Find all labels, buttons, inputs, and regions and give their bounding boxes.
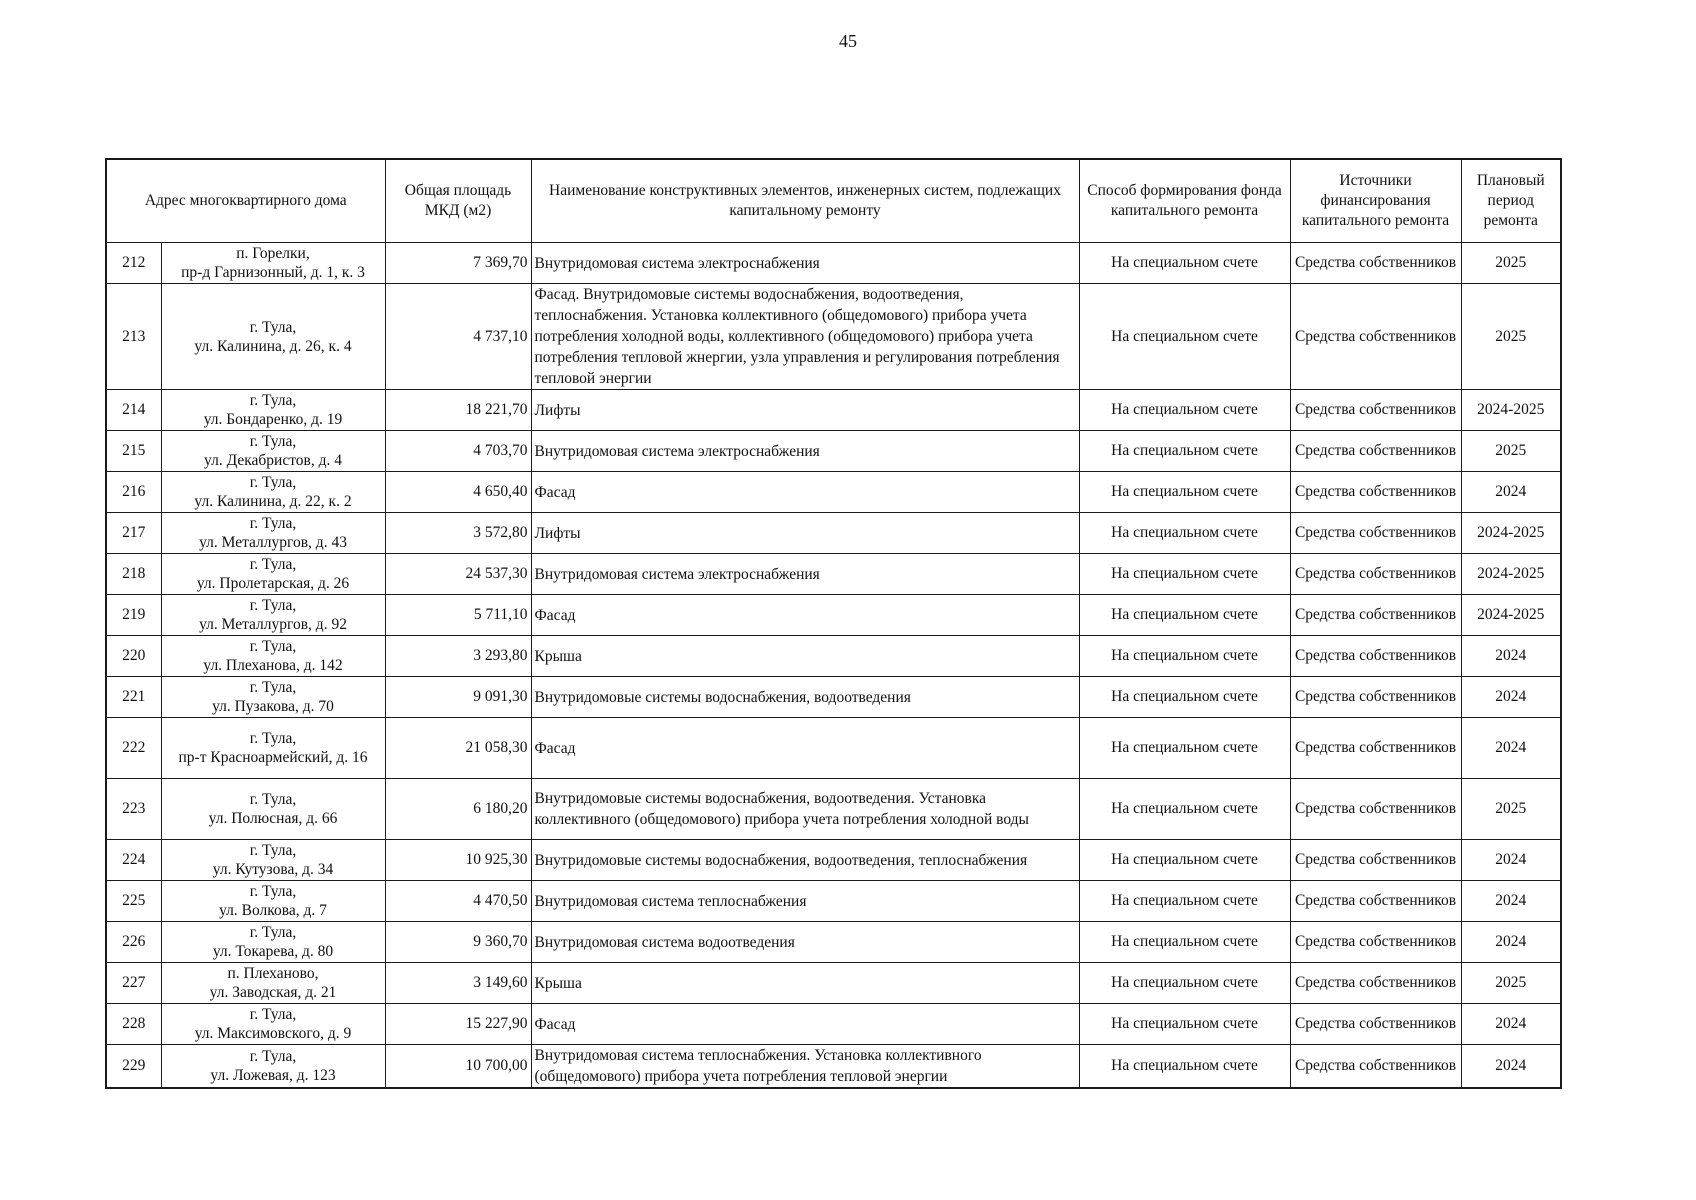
address-street: ул. Ложевая, д. 123 bbox=[210, 1067, 336, 1084]
address-street: пр-д Гарнизонный, д. 1, к. 3 bbox=[181, 264, 365, 281]
row-method: На специальном счете bbox=[1079, 390, 1290, 431]
row-number: 222 bbox=[106, 718, 161, 779]
row-number: 219 bbox=[106, 595, 161, 636]
header-area: Общая площадь МКД (м2) bbox=[385, 159, 531, 243]
row-address bbox=[161, 472, 385, 513]
row-elements: Фасад. Внутридомовые системы водоснабжения, водоотведения, теплоснабжения. Установка коллективного (общедомового) прибора учета потребления холодной воды, коллективного (общедомового) прибора учета потребления тепловой жнергии, узла управления и регулирования потребления тепловой энергии bbox=[531, 284, 1079, 390]
table-row bbox=[106, 881, 1561, 922]
row-number: 213 bbox=[106, 284, 161, 390]
row-area: 3 572,80 bbox=[385, 513, 531, 554]
row-period: 2024 bbox=[1461, 881, 1561, 922]
address-street: ул. Токарева, д. 80 bbox=[212, 943, 334, 960]
row-source: Средства собственников bbox=[1290, 554, 1461, 595]
row-number: 229 bbox=[106, 1045, 161, 1089]
row-method: На специальном счете bbox=[1079, 636, 1290, 677]
row-number: 228 bbox=[106, 1004, 161, 1045]
row-elements: Лифты bbox=[531, 513, 1079, 554]
address-street: ул. Пролетарская, д. 26 bbox=[196, 575, 350, 592]
address-street: ул. Металлургов, д. 92 bbox=[199, 616, 347, 633]
header-method: Способ формирования фонда капитального ремонта bbox=[1079, 159, 1290, 243]
page-number: 45 bbox=[839, 31, 857, 51]
row-source: Средства собственников bbox=[1290, 390, 1461, 431]
address-locality: г. Тула, bbox=[249, 474, 297, 491]
row-number: 212 bbox=[106, 243, 161, 284]
address-locality: г. Тула, bbox=[249, 597, 297, 614]
row-elements: Внутридомовая система теплоснабжения. Установка коллективного (общедомового) прибора учета потребления тепловой энергии bbox=[531, 1045, 1079, 1089]
capital-repair-table bbox=[105, 158, 1562, 1089]
address-locality: г. Тула, bbox=[249, 730, 297, 747]
row-address bbox=[161, 554, 385, 595]
table-row bbox=[106, 1045, 1561, 1089]
row-elements: Фасад bbox=[531, 718, 1079, 779]
address-street: ул. Заводская, д. 21 bbox=[209, 984, 337, 1001]
table-row bbox=[106, 243, 1561, 284]
row-number: 224 bbox=[106, 840, 161, 881]
address-locality: г. Тула, bbox=[249, 791, 297, 808]
table-row bbox=[106, 636, 1561, 677]
row-address bbox=[161, 431, 385, 472]
row-elements: Крыша bbox=[531, 636, 1079, 677]
row-elements: Внутридомовая система теплоснабжения bbox=[531, 881, 1079, 922]
row-number: 223 bbox=[106, 779, 161, 840]
row-source: Средства собственников bbox=[1290, 1045, 1461, 1089]
row-method: На специальном счете bbox=[1079, 513, 1290, 554]
row-source: Средства собственников bbox=[1290, 636, 1461, 677]
row-source: Средства собственников bbox=[1290, 677, 1461, 718]
address-locality: г. Тула, bbox=[249, 883, 297, 900]
table-row bbox=[106, 390, 1561, 431]
row-period: 2024-2025 bbox=[1461, 390, 1561, 431]
address-locality: г. Тула, bbox=[249, 679, 297, 696]
row-period: 2024 bbox=[1461, 840, 1561, 881]
row-period: 2024 bbox=[1461, 677, 1561, 718]
row-method: На специальном счете bbox=[1079, 243, 1290, 284]
row-method: На специальном счете bbox=[1079, 284, 1290, 390]
row-source: Средства собственников bbox=[1290, 779, 1461, 840]
row-address bbox=[161, 1004, 385, 1045]
table-row bbox=[106, 840, 1561, 881]
address-street: ул. Калинина, д. 26, к. 4 bbox=[194, 337, 352, 355]
row-source: Средства собственников bbox=[1290, 472, 1461, 513]
row-address bbox=[161, 779, 385, 840]
row-period: 2024 bbox=[1461, 636, 1561, 677]
row-area: 4 470,50 bbox=[385, 881, 531, 922]
row-address bbox=[161, 636, 385, 677]
row-period: 2024-2025 bbox=[1461, 513, 1561, 554]
row-method: На специальном счете bbox=[1079, 431, 1290, 472]
row-method: На специальном счете bbox=[1079, 922, 1290, 963]
row-area: 6 180,20 bbox=[385, 779, 531, 840]
row-address bbox=[161, 1045, 385, 1089]
table-row bbox=[106, 284, 1561, 390]
row-number: 218 bbox=[106, 554, 161, 595]
table-row bbox=[106, 677, 1561, 718]
table-row bbox=[106, 554, 1561, 595]
address-locality: п. Горелки, bbox=[236, 245, 310, 262]
row-source: Средства собственников bbox=[1290, 881, 1461, 922]
table-row bbox=[106, 963, 1561, 1004]
address-street: ул. Калинина, д. 22, к. 2 bbox=[194, 493, 352, 510]
row-period: 2024-2025 bbox=[1461, 595, 1561, 636]
table-header-row bbox=[106, 159, 1561, 243]
address-street: ул. Пузакова, д. 70 bbox=[212, 698, 334, 715]
row-address bbox=[161, 963, 385, 1004]
row-area: 3 149,60 bbox=[385, 963, 531, 1004]
row-area: 4 650,40 bbox=[385, 472, 531, 513]
row-method: На специальном счете bbox=[1079, 718, 1290, 779]
row-period: 2024 bbox=[1461, 472, 1561, 513]
row-number: 216 bbox=[106, 472, 161, 513]
row-number: 217 bbox=[106, 513, 161, 554]
row-elements: Фасад bbox=[531, 1004, 1079, 1045]
row-elements: Внутридомовые системы водоснабжения, водоотведения bbox=[531, 677, 1079, 718]
row-method: На специальном счете bbox=[1079, 472, 1290, 513]
address-locality: г. Тула, bbox=[249, 392, 297, 409]
row-number: 225 bbox=[106, 881, 161, 922]
address-street: ул. Максимовского, д. 9 bbox=[194, 1025, 352, 1042]
address-locality: г. Тула, bbox=[249, 515, 297, 532]
address-street: ул. Кутузова, д. 34 bbox=[212, 861, 334, 878]
address-street: ул. Волкова, д. 7 bbox=[219, 902, 327, 919]
row-area: 18 221,70 bbox=[385, 390, 531, 431]
address-locality: г. Тула, bbox=[249, 318, 297, 336]
row-area: 10 700,00 bbox=[385, 1045, 531, 1089]
row-period: 2025 bbox=[1461, 243, 1561, 284]
row-method: На специальном счете bbox=[1079, 554, 1290, 595]
row-address bbox=[161, 840, 385, 881]
row-area: 4 737,10 bbox=[385, 284, 531, 390]
row-area: 10 925,30 bbox=[385, 840, 531, 881]
row-source: Средства собственников bbox=[1290, 922, 1461, 963]
row-source: Средства собственников bbox=[1290, 513, 1461, 554]
table-row bbox=[106, 431, 1561, 472]
row-area: 24 537,30 bbox=[385, 554, 531, 595]
row-number: 215 bbox=[106, 431, 161, 472]
row-number: 227 bbox=[106, 963, 161, 1004]
row-source: Средства собственников bbox=[1290, 1004, 1461, 1045]
table-row bbox=[106, 718, 1561, 779]
row-method: На специальном счете bbox=[1079, 1004, 1290, 1045]
row-area: 9 091,30 bbox=[385, 677, 531, 718]
row-method: На специальном счете bbox=[1079, 840, 1290, 881]
row-elements: Фасад bbox=[531, 595, 1079, 636]
address-locality: г. Тула, bbox=[249, 924, 297, 941]
address-street: ул. Полюсная, д. 66 bbox=[208, 810, 338, 827]
row-address bbox=[161, 718, 385, 779]
row-period: 2025 bbox=[1461, 431, 1561, 472]
row-address bbox=[161, 243, 385, 284]
row-area: 9 360,70 bbox=[385, 922, 531, 963]
row-source: Средства собственников bbox=[1290, 963, 1461, 1004]
row-method: На специальном счете bbox=[1079, 595, 1290, 636]
row-address bbox=[161, 922, 385, 963]
row-method: На специальном счете bbox=[1079, 677, 1290, 718]
row-source: Средства собственников bbox=[1290, 284, 1461, 390]
row-period: 2024 bbox=[1461, 1045, 1561, 1089]
row-method: На специальном счете bbox=[1079, 963, 1290, 1004]
address-locality: г. Тула, bbox=[249, 842, 297, 859]
row-address bbox=[161, 881, 385, 922]
row-elements: Лифты bbox=[531, 390, 1079, 431]
row-address bbox=[161, 595, 385, 636]
row-method: На специальном счете bbox=[1079, 779, 1290, 840]
row-source: Средства собственников bbox=[1290, 431, 1461, 472]
address-locality: г. Тула, bbox=[249, 638, 297, 655]
row-method: На специальном счете bbox=[1079, 881, 1290, 922]
row-address bbox=[161, 284, 385, 390]
row-elements: Фасад bbox=[531, 472, 1079, 513]
address-street: пр-т Красноармейский, д. 16 bbox=[178, 749, 368, 766]
header-period: Плановый период ремонта bbox=[1461, 159, 1561, 243]
header-address: Адрес многоквартирного дома bbox=[106, 159, 385, 243]
row-period: 2025 bbox=[1461, 963, 1561, 1004]
row-method: На специальном счете bbox=[1079, 1045, 1290, 1089]
address-locality: п. Плеханово, bbox=[227, 965, 319, 982]
table-body bbox=[106, 243, 1561, 1089]
address-locality: г. Тула, bbox=[249, 433, 297, 450]
address-street: ул. Декабристов, д. 4 bbox=[204, 452, 342, 469]
row-address bbox=[161, 513, 385, 554]
row-source: Средства собственников bbox=[1290, 840, 1461, 881]
row-area: 7 369,70 bbox=[385, 243, 531, 284]
row-source: Средства собственников bbox=[1290, 243, 1461, 284]
address-street: ул. Плеханова, д. 142 bbox=[203, 657, 343, 674]
row-address bbox=[161, 677, 385, 718]
row-area: 21 058,30 bbox=[385, 718, 531, 779]
address-street: ул. Бондаренко, д. 19 bbox=[203, 411, 343, 428]
row-area: 5 711,10 bbox=[385, 595, 531, 636]
row-area: 4 703,70 bbox=[385, 431, 531, 472]
table-row bbox=[106, 595, 1561, 636]
row-number: 220 bbox=[106, 636, 161, 677]
row-area: 15 227,90 bbox=[385, 1004, 531, 1045]
row-elements: Внутридомовые системы водоснабжения, водоотведения. Установка коллективного (общедомового) прибора учета потребления холодной воды bbox=[531, 779, 1079, 840]
header-elements: Наименование конструктивных элементов, инженерных систем, подлежащих капитальному ремонту bbox=[531, 159, 1079, 243]
row-elements: Крыша bbox=[531, 963, 1079, 1004]
row-source: Средства собственников bbox=[1290, 595, 1461, 636]
address-locality: г. Тула, bbox=[249, 556, 297, 573]
row-period: 2024 bbox=[1461, 718, 1561, 779]
address-locality: г. Тула, bbox=[249, 1048, 297, 1065]
row-number: 221 bbox=[106, 677, 161, 718]
row-elements: Внутридомовая система электроснабжения bbox=[531, 243, 1079, 284]
row-period: 2024 bbox=[1461, 1004, 1561, 1045]
table-row bbox=[106, 1004, 1561, 1045]
row-period: 2025 bbox=[1461, 284, 1561, 390]
row-period: 2025 bbox=[1461, 779, 1561, 840]
table-row bbox=[106, 472, 1561, 513]
address-locality: г. Тула, bbox=[249, 1006, 297, 1023]
table-row bbox=[106, 513, 1561, 554]
address-street: ул. Металлургов, д. 43 bbox=[199, 534, 347, 551]
row-elements: Внутридомовая система электроснабжения bbox=[531, 554, 1079, 595]
row-period: 2024-2025 bbox=[1461, 554, 1561, 595]
row-area: 3 293,80 bbox=[385, 636, 531, 677]
row-elements: Внутридомовая система электроснабжения bbox=[531, 431, 1079, 472]
row-elements: Внутридомовая система водоотведения bbox=[531, 922, 1079, 963]
table-row bbox=[106, 922, 1561, 963]
table-row bbox=[106, 779, 1561, 840]
row-elements: Внутридомовые системы водоснабжения, водоотведения, теплоснабжения bbox=[531, 840, 1079, 881]
row-address bbox=[161, 390, 385, 431]
row-number: 214 bbox=[106, 390, 161, 431]
row-period: 2024 bbox=[1461, 922, 1561, 963]
row-source: Средства собственников bbox=[1290, 718, 1461, 779]
row-number: 226 bbox=[106, 922, 161, 963]
header-source: Источники финансирования капитального ремонта bbox=[1290, 159, 1461, 243]
